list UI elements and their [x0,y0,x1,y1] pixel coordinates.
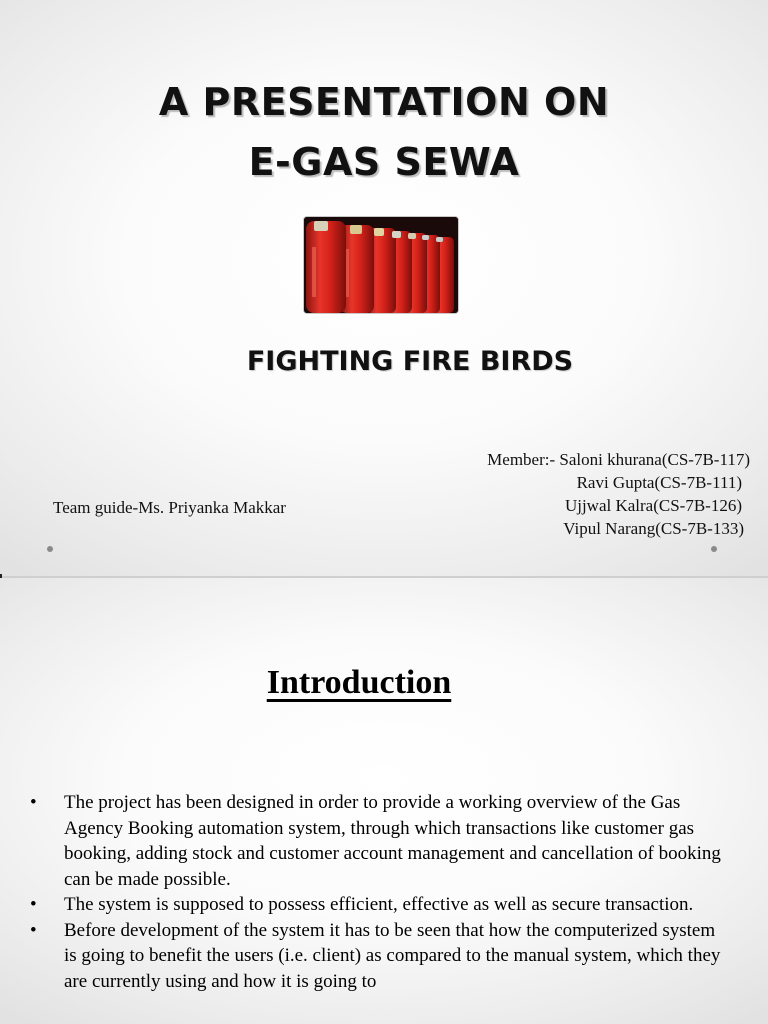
member-line: Member:- Saloni khurana(CS-7B-117) [487,450,750,469]
presentation-title-line-1: A PRESENTATION ON [158,80,610,124]
bullet-item [30,790,730,892]
bullet-marker: • [30,792,37,813]
presentation-title-line-2: E-GAS SEWA [248,140,520,184]
bullet-item [30,918,730,995]
bullet-text: Before development of the system it has to be seen that how the computerized system is going to benefit the users (i.e. client) as compared to the manual system, which they are currently using and how it is going to [64,919,721,992]
gas-cylinders-photo [304,217,458,313]
footer-dot-right [711,546,717,552]
introduction-bullets [30,790,730,994]
bullet-item [30,892,730,918]
team-guide: Team guide-Ms. Priyanka Makkar [53,498,286,517]
bullet-marker: • [30,894,37,915]
member-line: Ujjwal Kalra(CS-7B-126) [564,496,742,515]
bullet-text: The system is supposed to possess efficient, effective as well as secure transaction. [64,894,694,915]
member-line: Ravi Gupta(CS-7B-111) [576,473,742,492]
member-list [487,448,750,540]
bullet-text: The project has been designed in order to provide a working overview of the Gas Agency Booking automation system, through which transactions like customer gas booking, adding stock and customer account management and cancellation of booking can be made possible. [64,792,721,890]
footer-dot-left [47,546,53,552]
team-name: FIGHTING FIRE BIRDS [246,346,574,377]
bullet-marker: • [30,919,37,941]
introduction-heading: Introduction [266,664,452,701]
member-line: Vipul Narang(CS-7B-133) [563,519,744,538]
gas-cylinders-illustration [304,217,458,313]
